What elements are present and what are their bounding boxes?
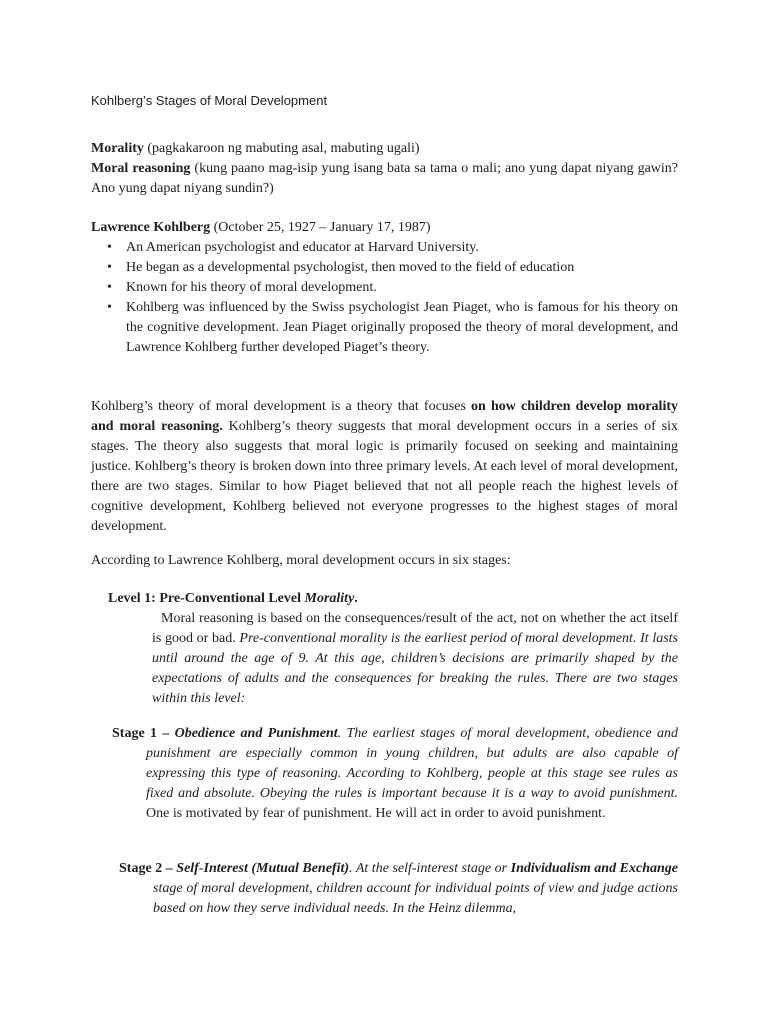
stage-1-paragraph [112,724,678,824]
morality-text: (pagkakaroon ng mabuting asal, mabuting ugali) [143,141,420,156]
theory-paragraph [91,397,678,537]
stage-2-italic-c: stage of moral development, children account for individual points of view and judge actions based on how they serve individual needs. In the Heinz dilemma, [153,881,678,916]
kohlberg-section [91,218,678,358]
moral-reasoning-definition [91,159,678,199]
stage-1-section [112,724,678,824]
theory-bold: on how children develop morality and moral reasoning. [91,399,678,434]
stage-1-plain-text: One is motivated by fear of punishment. He will act in order to avoid punishment. [146,806,606,821]
document-title: Kohlberg’s Stages of Moral Development [91,93,328,108]
moral-reasoning-term: Moral reasoning [91,161,191,176]
stage-2-label: Stage 2 – [119,861,177,876]
level-1-title-bold: Level 1: Pre-Conventional Level [108,591,305,606]
moral-reasoning-text: (kung paano mag-isip yung isang bata sa tama o mali; ano yung dapat niyang gawin? Ano yung dapat niyang sundin?) [91,161,679,196]
morality-term: Morality [91,141,144,156]
kohlberg-dates: (October 25, 1927 – January 17, 1987) [210,220,431,235]
bullet-item: • An American psychologist and educator at Harvard University. [91,238,678,258]
theory-rest: Kohlberg’s theory suggests that moral development occurs in a series of six stages. The theory also suggests that moral logic is primarily focused on seeking and maintaining justice. Kohlberg’s theory is broken down into three primary levels. At each level of moral development, there are two stages. Similar to how Piaget believed that not all people reach the highest levels of cognitive development, Kohlberg believed not everyone progresses to the highest stages of moral development. [91,419,678,534]
kohlberg-bullet-list [91,238,678,358]
stage-2-paragraph [119,859,678,919]
stage-1-name: Obedience and Punishment [174,726,338,741]
level-1-title [108,589,678,609]
level-1-body-italic: Pre-conventional morality is the earliest period of moral development. It lasts until around the age of 9. At this age, children’s decisions are primarily shaped by the expectations of adults and the consequences for breaking the rules. There are two stages within this level: [152,631,679,706]
level-1-title-italic: Morality [304,591,355,606]
stage-2-italic-a: . At the self-interest stage or [349,861,511,876]
morality-definition [91,139,678,159]
stage-1-label: Stage 1 – [112,726,175,741]
level-1-body [108,609,678,709]
stage-1-italic-text: . The earliest stages of moral development, obedience and punishment are especially common in young children, but adults are also capable of expressing this type of reasoning. According to Kohlberg, people at this stage see rules as fixed and absolute. Obeying the rules is important because it is a way to avoid punishment. [146,726,678,801]
stage-2-bold-term: Individualism and Exchange [510,861,678,876]
kohlberg-name: Lawrence Kohlberg [91,220,211,235]
level-1-title-end: . [354,591,358,606]
bullet-item: • Known for his theory of moral development. [91,278,678,298]
definitions-section [91,139,678,199]
theory-lead: Kohlberg’s theory of moral development is a theory that focuses [91,399,472,414]
level-1-body-plain: Moral reasoning is based on the consequences/result of the act, not on whether the act itself is good or bad. [152,611,678,646]
bullet-item: • Kohlberg was influenced by the Swiss psychologist Jean Piaget, who is famous for his theory on the cognitive development. Jean Piaget originally proposed the theory of moral development, and Lawrence Kohlberg further developed Piaget’s theory. [91,298,678,358]
according-paragraph: According to Lawrence Kohlberg, moral development occurs in six stages: [91,553,511,568]
stage-2-section [119,859,678,919]
stage-2-name: Self-Interest (Mutual Benefit) [176,861,350,876]
level-1-section [108,589,678,709]
kohlberg-heading [91,218,678,238]
bullet-item: • He began as a developmental psychologist, then moved to the field of education [91,258,678,278]
